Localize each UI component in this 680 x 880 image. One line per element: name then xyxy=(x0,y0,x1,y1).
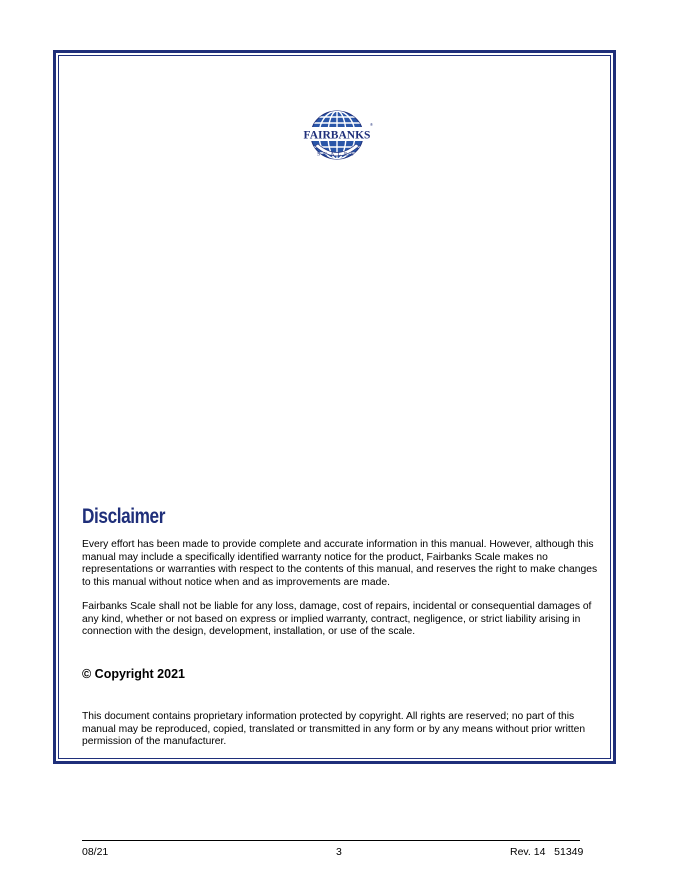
disclaimer-heading: Disclaimer xyxy=(82,505,166,528)
footer-date: 08/21 xyxy=(82,846,109,858)
footer-revision: Rev. 14 51349 xyxy=(510,846,584,858)
footer-page-number: 3 xyxy=(336,846,342,858)
copyright-label: © Copyright 2021 xyxy=(82,667,185,681)
disclaimer-paragraph-2: Fairbanks Scale shall not be liable for any loss, damage, cost of repairs, incidental or consequential damages of any kind, whether or not based on express or implied warranty, contract, negligence, or strict liability arising in connection with the design, development, installation, or use of the scale. xyxy=(82,601,592,638)
copyright-notice: This document contains proprietary information protected by copyright. All rights are reserved; no part of this manual may be reproduced, copied, translated or transmitted in any form or by any means without prior written permission of the manufacturer. xyxy=(82,711,586,748)
logo-registered-mark: ® xyxy=(370,122,373,127)
fairbanks-scales-logo xyxy=(298,108,376,164)
footer-divider xyxy=(82,840,580,841)
globe-logo-icon xyxy=(298,108,376,164)
logo-brand-text: FAIRBANKS xyxy=(303,129,371,142)
disclaimer-paragraph-1: Every effort has been made to provide complete and accurate information in this manual. However, although this manual may include a specifically identified warranty notice for the product, Fairbanks Scale makes no representations or warranties with respect to the contents of this manual, and reserves the right to make changes to this manual without notice when and as improvements are made. xyxy=(82,539,598,588)
logo-sub-text: SCALES xyxy=(317,151,357,158)
